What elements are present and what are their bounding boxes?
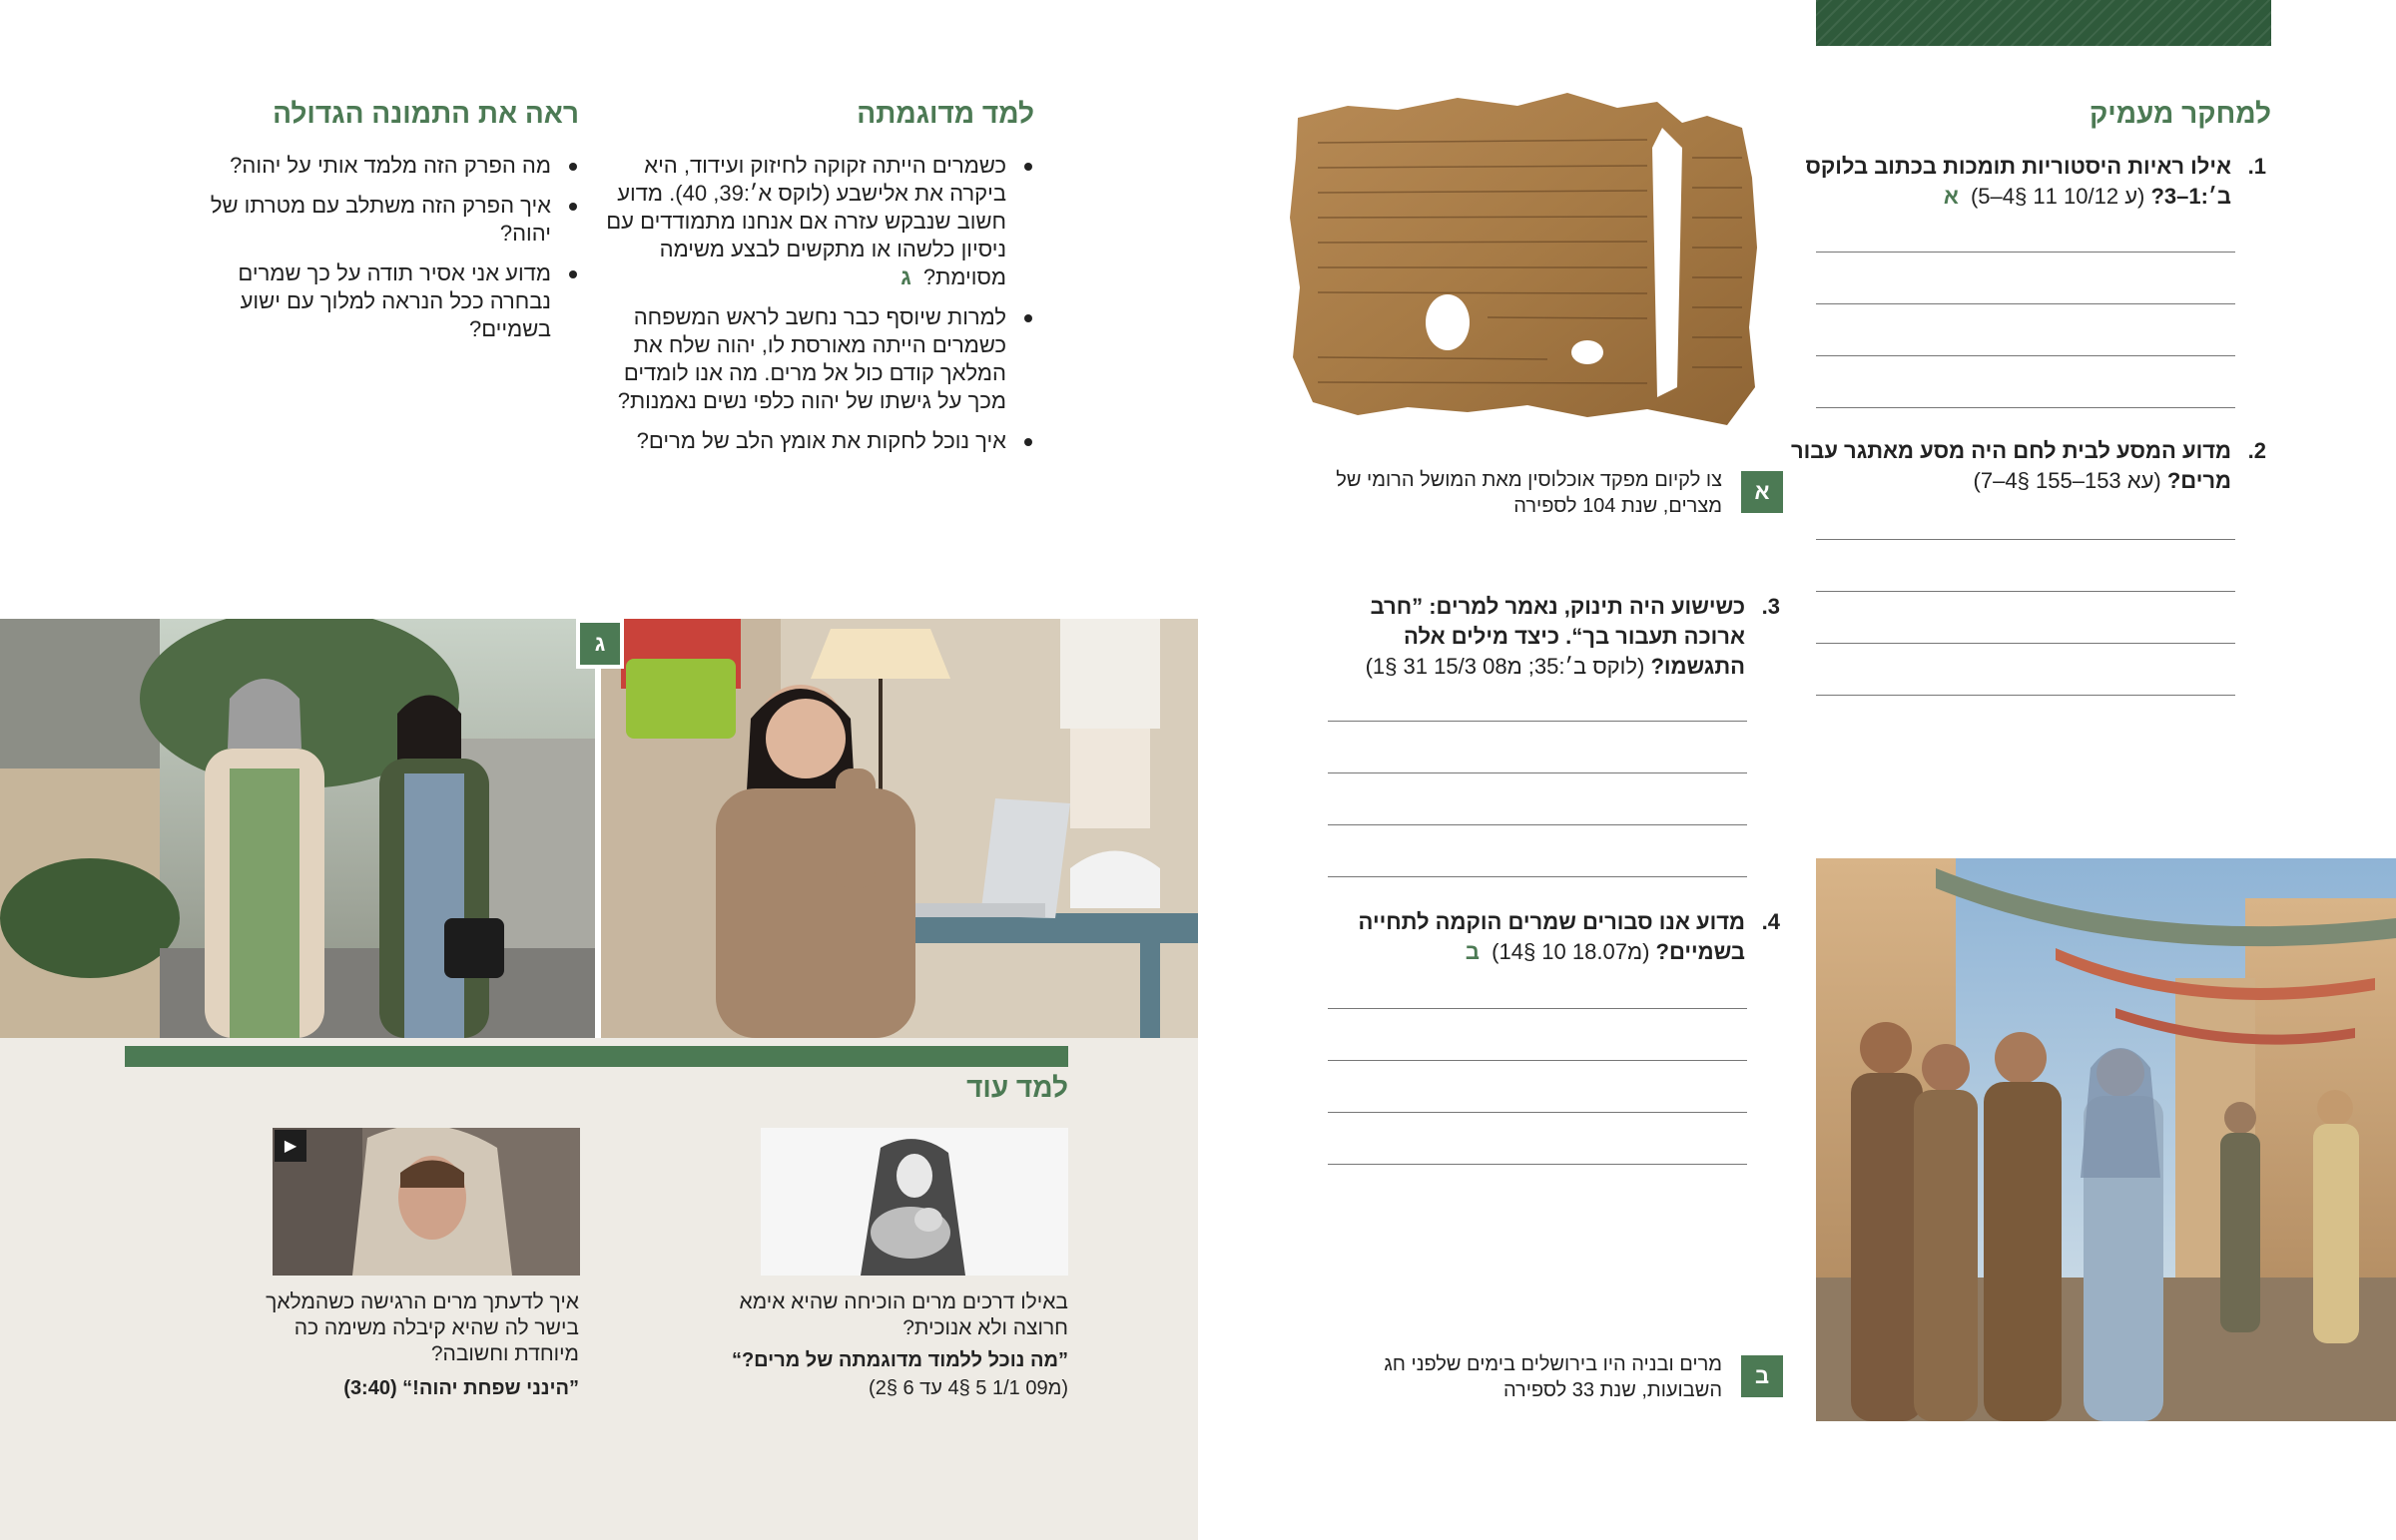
question-4: [1326, 907, 1780, 967]
bullet-text: איך נוכל לחקות את אומץ הלב של מרים?: [636, 428, 1006, 453]
question-2: [1762, 436, 2266, 496]
answer-line: [1328, 876, 1747, 877]
big-picture-title: ראה את התמונה הגדולה: [273, 98, 579, 129]
question-number: 2.: [2247, 438, 2266, 463]
answer-line: [1328, 1112, 1747, 1113]
question-ref: (מ18.07 10 §14): [1492, 939, 1650, 964]
question-ref: (ע 10/12 11 §4–5): [1970, 184, 2145, 209]
learn-more-bar: [125, 1046, 1068, 1067]
answer-line: [1328, 1060, 1747, 1061]
learn-example-title: למד מדוגמתה: [857, 98, 1034, 129]
answer-line: [1816, 355, 2235, 356]
answer-line: [1328, 721, 1747, 722]
caption-a: צו לקיום מפקד אוכלוסין מאת המושל הרומי של מצרים, שנת 104 לספירה: [1336, 469, 1722, 517]
mary-sketch-thumbnail[interactable]: [761, 1128, 1068, 1276]
big-picture-questions: [210, 152, 579, 355]
question-text: כשישוע היה תינוק, נאמר למרים: ”חרב ארוכה תעבור בך“. כיצד מילים אלה התגשמו?: [1370, 594, 1745, 679]
question-number: 4.: [1761, 909, 1780, 934]
answer-line: [1328, 824, 1747, 825]
learn-more-source-title-2[interactable]: ”הינני שפחת יהוה!“ (3:40): [343, 1377, 579, 1399]
header-band: [1816, 0, 2271, 46]
question-number: 1.: [2247, 154, 2266, 179]
question-3: [1326, 592, 1780, 682]
papyrus-image: [1288, 88, 1762, 437]
answer-line: [1328, 772, 1747, 773]
caption-tag-a: א: [1741, 471, 1783, 513]
question-1: [1762, 152, 2266, 212]
answer-line: [1816, 303, 2235, 304]
question-text: מדוע אנו סבורים שמרים הוקמה לתחייה בשמיים?: [1358, 909, 1745, 964]
list-item: מדוע אני אסיר תודה על כך שמרים נבחרה ככל הנראה למלוך עם ישוע בשמיים?: [210, 259, 579, 343]
list-item: מה הפרק הזה מלמד אותי על יהוה?: [210, 152, 579, 180]
answer-line: [1816, 539, 2235, 540]
list-item: [605, 427, 1034, 455]
answer-line: [1816, 252, 2235, 253]
play-icon[interactable]: ▶: [275, 1130, 306, 1162]
question-ref: (עא 153–155 §4–7): [1973, 468, 2161, 493]
photo-tag-c: ג: [576, 619, 624, 669]
study-desk-photo: [601, 619, 1198, 1038]
bullet-text: למרות שיוסף כבר נחשב לראש המשפחה כשמרים הייתה מאורסת לו, יהוה שלח את המלאך קודם כול אל מרים. מה אנו לומדים מכך על גישתו של יהוה כלפי נשים נאמנות?: [617, 304, 1006, 413]
answer-line: [1816, 591, 2235, 592]
photo-ref-tag: ג: [900, 264, 911, 289]
bullet-text: כשמרים הייתה זקוקה לחיזוק ועידוד, היא ביקרה את אלישבע (לוקס א׳:39, 40). מדוע חשוב שנבקש עזרה אם אנחנו מתמודדים עם ניסיון כלשהו או מתקשים לבצע משימה מסוימת?: [606, 153, 1006, 289]
caption-tag-b: ב: [1741, 1355, 1783, 1397]
answer-line: [1328, 1008, 1747, 1009]
deep-research-title: למחקר מעמיק: [2089, 98, 2271, 129]
learn-more-source-title-1[interactable]: ”מה נוכל ללמוד מדוגמתה של מרים?“: [731, 1349, 1068, 1371]
learn-more-source-ref-1: (מ09 1/1 5 §4 עד 6 §2): [869, 1377, 1068, 1399]
caption-b: מרים ובניה היו בירושלים בימים שלפני חג השבועות, שנת 33 לספירה: [1384, 1353, 1722, 1401]
list-item: [605, 303, 1034, 415]
answer-line: [1816, 407, 2235, 408]
learn-more-caption-1: באילו דרכים מרים הוכיחה שהיא אימא חרוצה ולא אנוכית?: [739, 1290, 1068, 1339]
answer-line: [1816, 643, 2235, 644]
question-text: אילו ראיות היסטוריות תומכות בכתוב בלוקס ב׳:1–3?: [1805, 154, 2231, 209]
list-item: איך הפרק הזה משתלב עם מטרתו של יהוה?: [210, 192, 579, 248]
question-ref: (לוקס ב׳:35; מ08 15/3 31 §1): [1365, 654, 1645, 679]
mother-daughter-photo: [0, 619, 595, 1038]
video-thumbnail[interactable]: [273, 1128, 580, 1276]
question-text: מדוע המסע לבית לחם היה מסע מאתגר עבור מרים?: [1790, 438, 2231, 493]
learn-example-questions: [605, 152, 1034, 467]
question-number: 3.: [1761, 594, 1780, 619]
learn-more-title: למד עוד: [966, 1072, 1068, 1103]
photo-ref-tag: א: [1943, 184, 1959, 209]
learn-more-caption-2: איך לדעתך מרים הרגישה כשהמלאך בישר לה שהיא קיבלה משימה כה מיוחדת וחשובה?: [266, 1290, 579, 1365]
list-item: [605, 152, 1034, 291]
answer-line: [1328, 1164, 1747, 1165]
photo-ref-tag: ב: [1465, 939, 1480, 964]
jerusalem-street-illustration: [1816, 858, 2396, 1421]
answer-line: [1816, 695, 2235, 696]
